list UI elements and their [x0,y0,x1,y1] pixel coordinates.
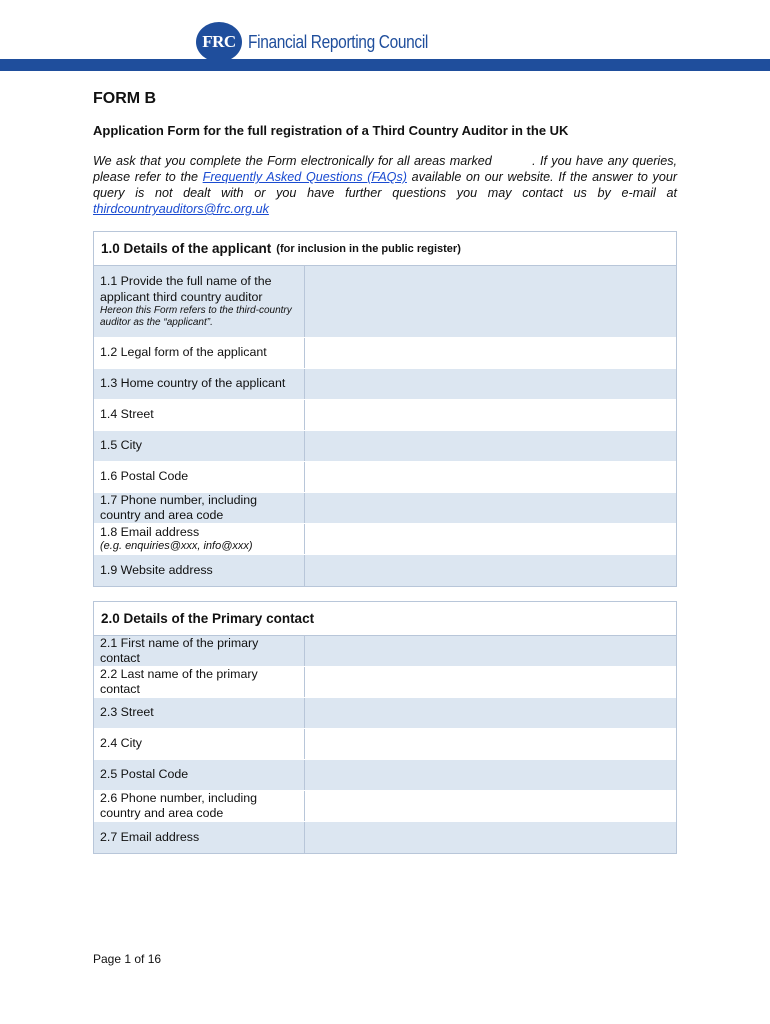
contact-phone-input[interactable] [305,791,676,821]
intro-part2: . If you have any queries, please refer to the [93,154,678,184]
frc-logo-text: Financial Reporting Council [248,31,429,52]
form-subtitle: Application Form for the full registration of a Third Country Auditor in the UK [93,123,569,138]
contact-city-input[interactable] [305,729,676,759]
contact-postal-code-input[interactable] [305,760,676,790]
website-input[interactable] [305,555,676,586]
form-row-2-4 [94,729,676,760]
faq-link[interactable]: Frequently Asked Questions (FAQs) [202,170,407,184]
section-1-heading: 1.0 Details of the applicant (for inclusion in the public register) [94,232,676,266]
frc-logo-badge: FRC [196,22,242,62]
form-row-2-5 [94,760,676,791]
legal-form-input[interactable] [305,338,676,368]
home-country-input[interactable] [305,369,676,399]
form-row-1-5 [94,431,676,462]
row-label: 2.1 First name of the primary contact [100,635,259,665]
form-row-1-6 [94,462,676,493]
email-link[interactable]: thirdcountryauditors@frc.org.uk [93,202,269,216]
contact-street-input[interactable] [305,698,676,728]
form-row-2-1 [94,636,676,667]
street-input[interactable] [305,400,676,430]
row-label: 1.1 Provide the full name of the applicant third country auditor [100,274,272,304]
intro-part3: available on our website. If the answer to your query is not dealt with or you have further questions you may contact us by e-mail at [93,170,678,200]
row-label: 2.4 City [100,736,143,751]
form-row-1-7 [94,493,676,524]
form-row-1-1 [94,266,676,338]
frc-logo [196,22,457,62]
form-row-1-2 [94,338,676,369]
row-label: 2.5 Postal Code [100,767,189,782]
first-name-input[interactable] [305,636,676,666]
row-label: 1.9 Website address [100,562,213,577]
section-2-heading: 2.0 Details of the Primary contact [94,602,676,636]
row-label: 1.5 City [100,438,143,453]
header [0,0,770,72]
email-input[interactable] [305,524,676,554]
postal-code-input[interactable] [305,462,676,492]
form-row-2-2 [94,667,676,698]
section-applicant [93,231,677,587]
form-row-1-9 [94,555,676,586]
city-input[interactable] [305,431,676,461]
row-label: 1.7 Phone number, including country and area code [100,492,258,522]
row-label: 2.6 Phone number, including country and area code [100,790,258,820]
row-sublabel: (e.g. enquiries@xxx, info@xxx) [100,540,253,553]
row-label: 1.4 Street [100,407,154,422]
row-label: 1.8 Email address [100,524,200,539]
form-row-2-6 [94,791,676,822]
last-name-input[interactable] [305,667,676,697]
form-row-1-8 [94,524,676,555]
row-label: 2.3 Street [100,705,154,720]
row-label: 1.6 Postal Code [100,469,189,484]
section-primary-contact [93,601,677,854]
form-row-1-3 [94,369,676,400]
row-label: 2.2 Last name of the primary contact [100,666,258,696]
row-sublabel: Hereon this Form refers to the third-country auditor as the “applicant”. [100,305,292,328]
form-title: FORM B [93,90,157,107]
full-name-input[interactable] [305,266,676,337]
form-row-2-3 [94,698,676,729]
section-1-note: (for inclusion in the public register) [276,242,461,255]
form-row-1-4 [94,400,676,431]
form-row-2-7 [94,822,676,853]
row-label: 1.3 Home country of the applicant [100,376,286,391]
contact-email-input[interactable] [305,822,676,853]
intro-text [93,153,677,217]
page-number: Page 1 of 16 [93,952,162,966]
row-label: 1.2 Legal form of the applicant [100,345,267,360]
phone-input[interactable] [305,493,676,523]
row-label: 2.7 Email address [100,829,200,844]
header-bar [0,59,770,71]
intro-part1: We ask that you complete the Form electronically for all areas marked [93,154,492,168]
